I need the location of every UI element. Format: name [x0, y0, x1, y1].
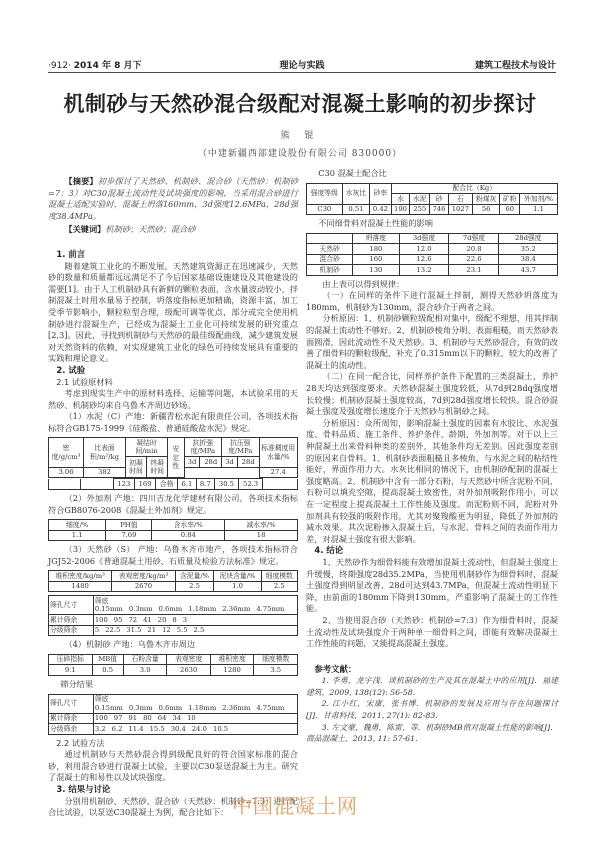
table-cell: 0.42 [370, 204, 391, 215]
paragraph: 分析原因：众所周知，影响混凝土强度的因素有水胶比、水泥强度、骨料品质、施工条件、养护条件、龄期、外加剂等。对于以上三种混凝土出来骨料种类的差别外，其他条件均无差别。因此强度差别的原因来自骨料。1、机制砂表面粗糙且多棱角，与水泥之间的粘结性能好，界面作用力大。水灰比相同的情况下，由机制砂配制的混凝土强度略高。2、机制砂中含有一部分石粉，与天然砂中所含泥粉不同，石粉可以填充空隙，提高混凝土致密性，对外加剂吸附作用小，可以在一定程度上提高混凝土工作性能及强度。而泥粉则不同，泥粉对外加剂具有较强的吸附作用，尤其对聚羧酸更为明显，降低了外加剂的减水效果。其次泥粉掺入混凝土后，与水泥、骨料之间的表面作用力差，对混凝土强度有很大影响。 [306, 417, 558, 544]
table-cell: 配合比（Kg） [391, 183, 557, 194]
paragraph: （二）在同一配合比，同样养护条件下配置的三类混凝土，养护28天均达到强度要求。天然砂混凝土强度较低，从7d到28dq强度增长较慢；机制砂混凝土强度较高，7d到28d强度增长较快。混合砂混凝土强度及强度增长速度介于天然砂与机制砂之间。 [306, 371, 558, 417]
table-cell: 终凝时间 [147, 457, 168, 478]
table-cell: 23.1 [449, 265, 499, 276]
table-cell: 密度/g/cm³ [49, 438, 84, 468]
table-cell: 2630 [167, 665, 211, 676]
table-cell: 砂率 [370, 183, 391, 204]
natural-sand-table [48, 570, 298, 592]
table-cell: 130 [353, 265, 399, 276]
cell-value: 24.0 [191, 724, 207, 733]
paragraph: 通过机制砂与天然砂混合得到级配良好的符合国家标准的混合砂，利用混合砂进行混凝土试验，主要以C30泵送混凝土为主。研究了混凝土的和易性以及试块强度。 [48, 749, 298, 783]
cell-value: 41 [143, 615, 152, 624]
cell-value: 80 [143, 714, 152, 723]
cell-value: 64 [157, 714, 167, 723]
table-cell: 0.5 [92, 665, 123, 676]
table-cell: 20.8 [449, 244, 499, 255]
table-cell: 表观密度 [167, 654, 211, 665]
table-row [307, 265, 558, 276]
table-cell: 1.1 [520, 204, 558, 215]
cell-value: 0.3mm [128, 703, 153, 712]
table-cell: 60 [500, 204, 520, 215]
cell-value: 2.36mm [222, 703, 251, 712]
table-cell: 28d强度 [499, 233, 558, 244]
cell-value: 12 [162, 626, 171, 635]
cell-value: 31.5 [126, 626, 142, 635]
row-label: 分级筛余 [49, 625, 94, 636]
left-column [48, 176, 298, 819]
table-caption: C30 混凝土配合比 [318, 168, 387, 178]
cell-value: 15.5 [149, 724, 165, 733]
table-caption: 筛分结果 [60, 678, 94, 689]
cell-value: 100 [94, 615, 108, 624]
cell-value: 0.15mm [94, 605, 123, 614]
reference-item: 2. 江小红，宋康，张书博．机制砂的发展及应用与存在问题探讨[J]．甘肃科技，2011, 27(1): 82-83. [306, 699, 558, 721]
cement-values-row [48, 478, 298, 490]
table-cell [222, 467, 259, 478]
row-values [93, 694, 297, 713]
table-cell: 12.6 [399, 254, 449, 265]
section-heading: 2. 试验 [56, 364, 86, 375]
cell-value: 3 [182, 615, 188, 624]
table-cell: 28d [237, 457, 259, 468]
cell-value: 91 [128, 714, 138, 723]
table-cell: 初凝时间 [125, 457, 146, 478]
table-cell: 38.4 [499, 254, 558, 265]
table-cell: 169 [134, 479, 155, 490]
section-heading: 3. 结果与讨论 [56, 783, 111, 794]
section-name: 理论与实践 [279, 61, 325, 71]
table-row [49, 713, 298, 724]
cell-value: 0.3mm [128, 605, 153, 614]
table-cell: 水 [391, 194, 410, 205]
table-cell: 56 [472, 204, 500, 215]
cell-value: 2.36mm [222, 605, 251, 614]
table-cell: 3.5 [254, 665, 298, 676]
paragraph: 由上表可以得到规律： [322, 278, 405, 289]
cell-value: 5.5 [176, 626, 188, 635]
table-cell: 3.0 [123, 665, 167, 676]
row-label: 累计筛余 [49, 713, 94, 724]
row-label: 累计筛余 [49, 615, 94, 626]
table-cell: 抗压强度/MPa [222, 438, 259, 457]
table-cell: 细度模数 [261, 571, 297, 582]
abstract: 【摘要】初步探讨了天然砂、机制砂、混合砂（天然砂：机制砂=7：3）对C30混凝土流动性及试块强度的影响，当采用混合砂进行混凝土适配实验时，混凝土坍落160mm，3d强度12.6MPa，28d强度38.4MPa。 [48, 176, 298, 221]
table-cell: 粉煤灰 [472, 194, 500, 205]
table-cell: MB值 [92, 654, 123, 665]
table-cell: 合格 [156, 479, 178, 490]
paragraph: 随着建筑工业化的不断发展，天然建筑资源正在迅速减少，天然砂的数量和质量都远远满足不了今后国家基础设施建设及其他建设的需要[1]。由于人工机制砂具有新鲜的颗粒表面，含水量波动较小，拌制混凝土时用水量易于控制，坍落度指标更加精确，资源丰富，加工受季节影响小，颗粒粒型合理，级配可调等优点，部分或完全使用机制砂进行混凝生产，已经成为混凝土工业化可持续发展的研究重点[2,3]。因此，寻找到机制砂与天然砂的最佳级配曲线，减少建筑发展对天然资料的依赖，对实现建筑工业化的绿色可持续发展具有重要的实践和理论意义。 [48, 260, 298, 364]
table-cell: 压碎指标 [49, 654, 93, 665]
watermark-logo: 中国混凝土网 [232, 794, 358, 818]
table-cell: 1280 [210, 665, 254, 676]
row-values [93, 724, 297, 735]
affiliation: （中建新疆西部建设股份有限公司 830000） [197, 149, 403, 159]
table-cell: 堆积密度/kg/m³ [49, 571, 112, 582]
paragraph: 1、天然砂作为细骨料能有效增加混凝土流动性，但混凝土强度上升缓慢，终期强度28d35.2MPa，当使用机制砂作为细骨料时，混凝土强度得到明显改善，28d可达到43.7MPa，但混凝土流动性明显下降，由前面的180mm下降到130mm，严重影响了混凝土的工作性能。 [306, 556, 558, 614]
table-cell: 3d强度 [399, 233, 449, 244]
table-cell: 35.2 [499, 244, 558, 255]
journal-name: 建筑工程技术与设计 [474, 61, 556, 71]
table-cell [184, 467, 221, 478]
cell-value: 0.6mm [158, 703, 183, 712]
mix-proportion-table [306, 183, 558, 216]
table-cell: 泥块含量/% [214, 571, 261, 582]
table-cell: 堆积密度 [210, 654, 254, 665]
cell-value: 5 [94, 626, 100, 635]
author: 熊 锟 [280, 131, 320, 141]
cell-value: 0.6mm [158, 605, 183, 614]
row-values [93, 713, 297, 724]
section-heading: 1. 前言 [56, 248, 86, 259]
table-cell [263, 479, 298, 490]
table-cell: 190 [391, 204, 410, 215]
table-cell: 比表面积/m²/kg [84, 438, 126, 468]
paragraph: 分别用机制砂、天然砂、混合砂（天然砂：机制砂=7:3）进行配合比试验，以泵送C30混凝土为例，配合比如下： [48, 795, 298, 818]
keywords: 【关键词】机制砂；天然砂；混合砂 [64, 224, 196, 235]
table-cell: 矿粉 [500, 194, 520, 205]
table-cell: 382 [84, 467, 126, 478]
table-cell: 细度/% [49, 520, 106, 531]
table-cell: 52.3 [239, 479, 263, 490]
cell-value: 筛底 [94, 596, 109, 605]
paragraph: 2、当使用混合砂（天然砂：机制砂=7:3）作为细骨料时，混凝土流动性及试块强度介于两种单一细骨料之间，即能有效解决混凝土工作性能的问题，又能提高混凝土强度。 [306, 614, 558, 649]
cell-value: 95 [113, 615, 123, 624]
table-row [49, 615, 298, 626]
performance-table [306, 233, 558, 276]
row-label: 筛孔尺寸 [49, 596, 94, 615]
reference-item: 3. 左文豪，魏勇，陈雷，等．机制砂MB值对混凝土性能的影响[J]．商品混凝土，2013, 11: 57-61. [306, 722, 558, 744]
table-cell: 2.5 [175, 581, 214, 592]
right-column [306, 168, 558, 745]
row-values [93, 615, 297, 626]
admixture-table [48, 519, 298, 541]
table-cell: 3.06 [49, 467, 84, 478]
cell-value: 4.75mm [256, 605, 285, 614]
table-cell: 凝结时间/min [125, 438, 167, 457]
table-cell: 1480 [49, 581, 112, 592]
cell-value: 2.5 [193, 626, 205, 635]
row-label: 分级筛余 [49, 724, 94, 735]
cell-value: 34 [172, 714, 182, 723]
table-cell: 外加剂/% [520, 194, 558, 205]
cement-table [48, 437, 298, 478]
table-row [49, 596, 298, 615]
cell-value: 72 [128, 615, 138, 624]
table-cell: 0.51 [342, 204, 370, 215]
subsection-heading: 2.2 试验方法 [56, 737, 105, 748]
table-cell: 1.1 [49, 530, 106, 541]
table-cell: 含泥量/% [175, 571, 214, 582]
table-cell: 混合砂 [307, 254, 353, 265]
paragraph: （一）在同样的条件下进行混凝土拌制，测得天然砂坍落度为180mm，机制砂为130mm，混合砂介于两者之间。 [306, 290, 558, 312]
table-cell: 含水率/% [152, 520, 225, 531]
table-row [307, 233, 558, 244]
cell-value: 筛底 [94, 695, 109, 704]
references-list [306, 675, 558, 745]
section-heading: 4. 结论 [314, 545, 344, 556]
table-cell: PH值 [106, 520, 152, 531]
cell-value: 22.5 [105, 626, 121, 635]
article-title: 机制砂与天然砂混合级配对混凝土影响的初步探讨 [63, 91, 537, 116]
table-cell: 机制砂 [307, 265, 353, 276]
subsection-heading: 2.1 试验原材料 [56, 376, 113, 387]
table-cell: 18 [225, 530, 298, 541]
table-cell: 表观密度/kg/m³ [112, 571, 175, 582]
row-values [93, 596, 297, 615]
row-label: 筛孔尺寸 [49, 694, 94, 713]
references-heading: 参考文献： [314, 663, 357, 674]
table-cell [81, 479, 113, 490]
table-cell: 2670 [112, 581, 175, 592]
table-cell: 坍落度 [353, 233, 399, 244]
row-values [93, 625, 297, 636]
table-cell: 7d强度 [449, 233, 499, 244]
table-cell: 石 [448, 194, 472, 205]
paragraph: （2）外加剂 产地：四川吉龙化学建材有限公司，各项技术指标符合GB8076-2008《混凝土外加剂》规定。 [48, 492, 298, 515]
table-row [49, 694, 298, 713]
table-cell: 2.5 [261, 581, 297, 592]
table-cell: 160 [353, 254, 399, 265]
table-caption: 不同细骨料对混凝土性能的影响 [318, 218, 433, 229]
running-header [48, 58, 556, 73]
table-cell [307, 233, 353, 244]
table-cell: 3d [222, 457, 238, 468]
table-cell: C30 [307, 204, 343, 215]
table-cell: 水泥 [410, 194, 430, 205]
table-cell: 石粉含量 [123, 654, 167, 665]
table-cell: 180 [353, 244, 399, 255]
cell-value: 97 [113, 714, 123, 723]
table-cell: 7.69 [106, 530, 152, 541]
table-row [307, 254, 558, 265]
paragraph: （4）机制砂 产地：乌鲁木齐市周边 [64, 639, 196, 650]
cell-value: 3.2 [94, 724, 106, 733]
cell-value: 30.4 [170, 724, 186, 733]
table-cell: 1.0 [214, 581, 261, 592]
page-issue: ·912· 2014 年 8 月下 [48, 61, 142, 71]
table-cell: 27.4 [259, 467, 298, 478]
cell-value: 20 [157, 615, 167, 624]
table-cell: 30.5 [214, 479, 238, 490]
table-row [49, 625, 298, 636]
table-cell: 8.7 [196, 479, 214, 490]
table-cell: 强度等级 [307, 183, 343, 204]
cell-value: 4.75mm [256, 703, 285, 712]
machine-sand-table [48, 654, 298, 676]
cell-value: 100 [94, 714, 108, 723]
table-cell: 0.84 [152, 530, 225, 541]
paragraph: （1）水泥（C）产地：新疆青松水泥有限责任公司，各项技术指标符合GB175-1999《硅酸盐、普通硅酸盐水泥》规定。 [48, 411, 298, 433]
table-cell: 746 [430, 204, 449, 215]
table-cell: 安定性 [168, 438, 184, 478]
paragraph: 分析原因：1、机制砂颗粒级配相对集中，级配不理想，用其拌制的混凝土流动性不够好。2、机制砂棱角分明、表面粗糙，而天然砂表面圆滑，因此流动性不及天然砂。3、机制砂与天然砂混合，有效的改善了细骨料的颗粒级配，补充了0.315mm以下的颗粒，较大的改善了混凝土的流动性。 [306, 313, 558, 370]
cell-value: 8 [172, 615, 177, 624]
table-cell: 3d [184, 457, 200, 468]
table-cell: 9.1 [49, 665, 93, 676]
cell-value: 11.4 [128, 724, 144, 733]
table-cell: 细度模数 [254, 654, 298, 665]
paragraph: （3）天然砂（S） 产地：乌鲁木齐市地产，各项技术指标符合JGJ52-2006《普通混凝土用砂、石质量及检验方法标准》规定。 [48, 544, 298, 566]
table-cell: 28d [200, 457, 222, 468]
table-cell [49, 479, 81, 490]
cell-value: 1.18mm [188, 703, 217, 712]
table-cell: 43.7 [499, 265, 558, 276]
table-cell: 12.0 [399, 244, 449, 255]
paragraph: 考虑到现实生产中的原材料选择、运输等问题，本试验采用的天然砂、机制砂均来自乌鲁木齐周边砂场。 [48, 388, 298, 410]
table-cell: 抗折强度/MPa [184, 438, 221, 457]
natural-sand-sieve-table [48, 595, 298, 636]
cell-value: 10 [187, 714, 196, 723]
cell-value: 21 [147, 626, 157, 635]
table-cell: 1027 [448, 204, 472, 215]
cell-value: 10.5 [213, 724, 229, 733]
table-cell: 天然砂 [307, 244, 353, 255]
table-cell: 22.6 [449, 254, 499, 265]
table-row [307, 244, 558, 255]
table-cell: 13.2 [399, 265, 449, 276]
table-cell: 标准稠度用水量/% [259, 438, 298, 468]
cell-value: 0.15mm [94, 703, 123, 712]
table-cell: 123 [113, 479, 134, 490]
machine-sand-sieve-table [48, 694, 298, 735]
table-cell: 255 [410, 204, 430, 215]
table-cell: 减水率/% [225, 520, 298, 531]
table-cell: 水灰比 [342, 183, 370, 204]
reference-item: 1. 李勇，龙宇浅．谈机制砂的生产及其在混凝土中的应用[J]．福建建筑，2009, 138(12): 56-58. [306, 676, 558, 697]
table-cell: 6.1 [178, 479, 196, 490]
cell-value: 6.2 [111, 724, 123, 733]
table-row [49, 724, 298, 735]
cell-value: 1.18mm [188, 605, 217, 614]
table-cell: 砂 [430, 194, 449, 205]
